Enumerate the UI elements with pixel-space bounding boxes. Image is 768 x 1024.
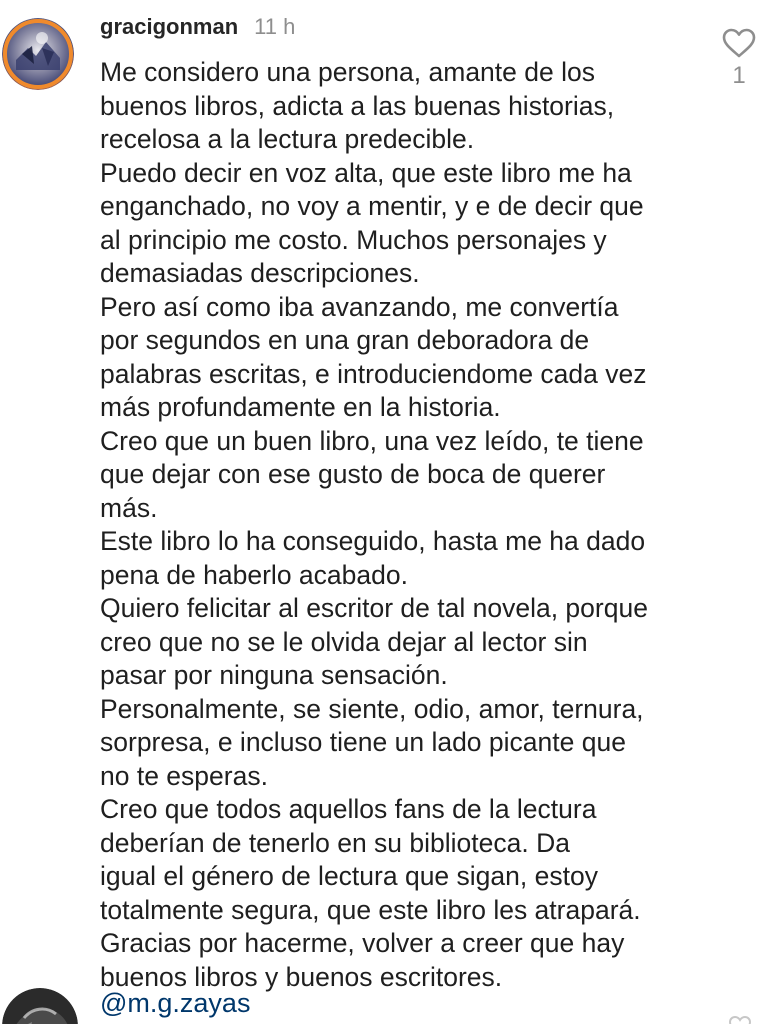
comment-line: igual el género de lectura que sigan, estoy bbox=[100, 861, 598, 891]
comment-line: creo que no se le olvida dejar al lector sin bbox=[100, 626, 588, 657]
comment-line: demasiadas descripciones. bbox=[100, 258, 420, 288]
commenter-avatar[interactable] bbox=[2, 18, 74, 90]
comment-line: al principio me costo. Muchos personajes y bbox=[100, 224, 607, 255]
comment-line: recelosa a la lectura predecible. bbox=[100, 124, 475, 154]
comment-line: buenos libros, adicta a las buenas historias, bbox=[100, 90, 615, 121]
comment-line: Gracias por hacerme, volver a creer que hay bbox=[100, 928, 625, 958]
reply-mention[interactable]: @m.g.zayas bbox=[100, 988, 251, 1018]
comment-line: palabras escritas, e introduciendome cada vez bbox=[100, 358, 647, 389]
comment-line: más profundamente en la historia. bbox=[100, 392, 501, 422]
comment-line: pena de haberlo acabado. bbox=[100, 559, 408, 590]
comment-line: totalmente segura, que este libro les atrapará. bbox=[100, 894, 641, 925]
reply-heart-outline-icon[interactable] bbox=[728, 1014, 752, 1024]
timestamp: 11 h bbox=[254, 14, 296, 39]
like-control[interactable] bbox=[719, 28, 759, 90]
comment-line: Pero así como iba avanzando, me convertía bbox=[100, 291, 619, 322]
comment-line: Este libro lo ha conseguido, hasta me ha dado bbox=[100, 526, 646, 556]
like-count: 1 bbox=[732, 62, 746, 89]
reply-avatar[interactable] bbox=[2, 988, 78, 1024]
comment-line: por segundos en una gran deboradora de bbox=[100, 325, 590, 355]
heart-outline-icon[interactable] bbox=[722, 28, 756, 58]
comment-line: Me considero una persona, amante de los bbox=[100, 57, 595, 87]
comment-line: enganchado, no voy a mentir, y e de decir que bbox=[100, 191, 644, 221]
comment-line: no te esperas. bbox=[100, 760, 268, 791]
comment-line: buenos libros y buenos escritores. bbox=[100, 961, 503, 992]
reply-comment bbox=[0, 980, 768, 1024]
comment-line: Puedo decir en voz alta, que este libro me ha bbox=[100, 157, 632, 188]
comment-line: que dejar con ese gusto de boca de querer bbox=[100, 459, 606, 489]
comment-line: Quiero felicitar al escritor de tal novela, porque bbox=[100, 593, 648, 623]
comment-line: Creo que todos aquellos fans de la lectura bbox=[100, 794, 597, 824]
comment-text bbox=[100, 56, 700, 994]
comment-header bbox=[100, 14, 295, 44]
comment-line: más. bbox=[100, 492, 158, 523]
comment-line: Personalmente, se siente, odio, amor, ternura, bbox=[100, 693, 644, 724]
comment-line: pasar por ninguna sensación. bbox=[100, 660, 448, 690]
comment-line: sorpresa, e incluso tiene un lado picante que bbox=[100, 727, 626, 757]
username[interactable]: gracigonman bbox=[100, 14, 239, 39]
comment-line: deberían de tenerlo en su biblioteca. Da bbox=[100, 827, 570, 858]
comment-line: Creo que un buen libro, una vez leído, te tiene bbox=[100, 425, 644, 456]
